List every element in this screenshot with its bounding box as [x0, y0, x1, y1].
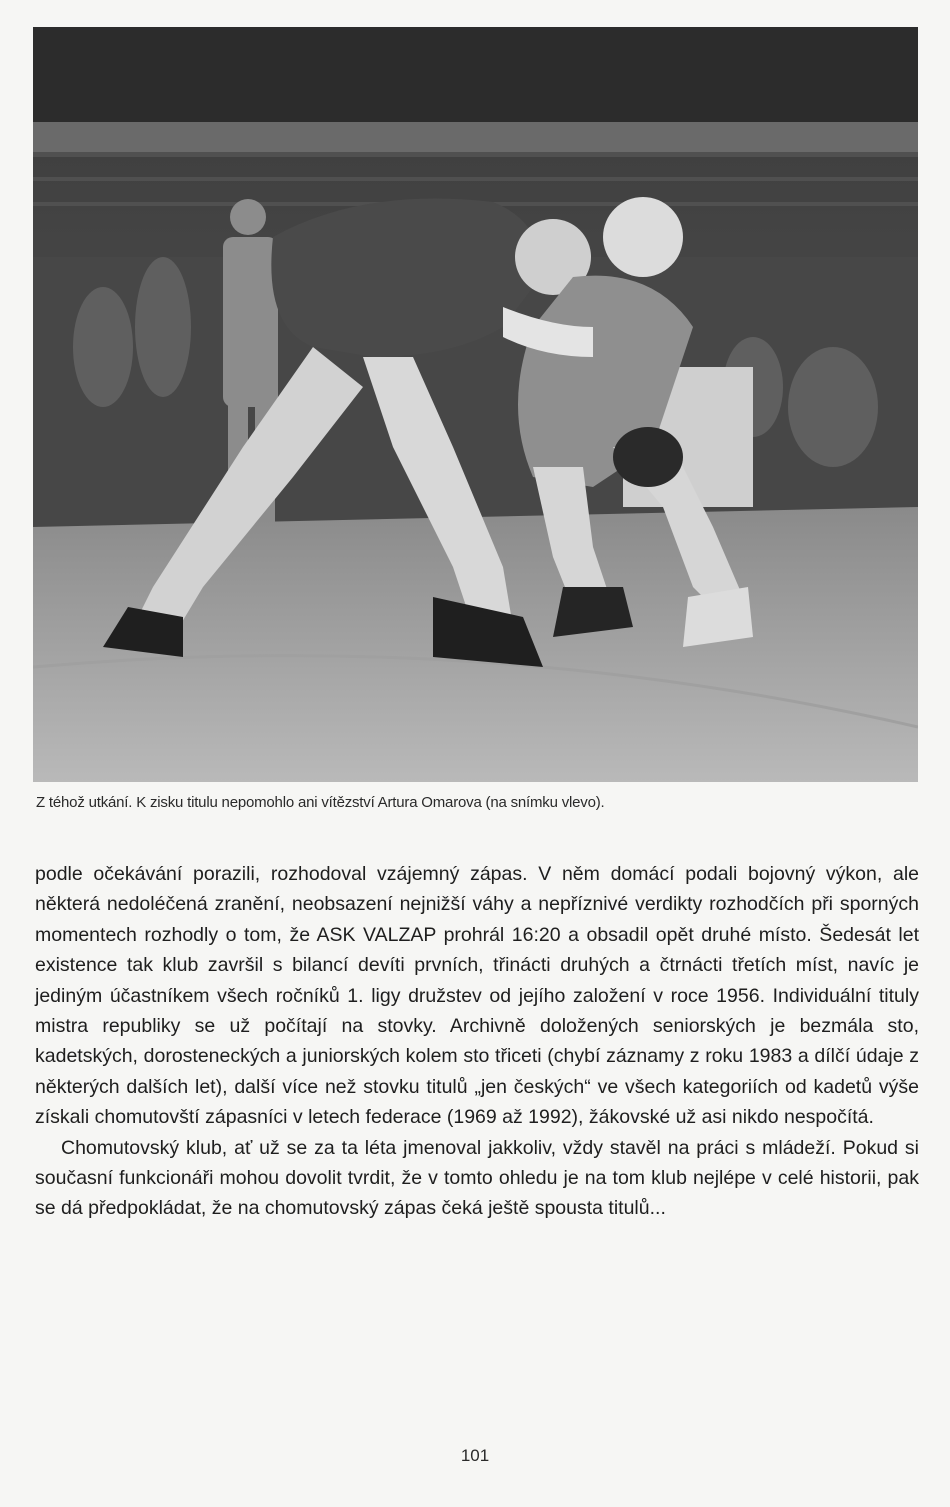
paragraph: podle očekávání porazili, rozhodoval vzájemný zápas. V něm domácí podali bojovný výkon, ale některá nedoléčená zranění, neobsazení nejnižší váhy a nepříznivé verdikty rozhodčích při sporných momentech rozhodly o tom, že ASK VALZAP prohrál 16:20 a obsadil opět druhé místo. Šedesát let existence tak klub završil s bilancí devíti prvních, třinácti druhých a čtrnácti třetích míst, navíc je jediným účastníkem všech ročníků 1. ligy družstev od jejího založení v roce 1956. Individuální tituly mistra republiky se už počítají na stovky. Archivně doložených seniorských je bezmála sto, kadetských, dorosteneckých a juniorských kolem sto třiceti (chybí záznamy z roku 1983 a dílčí údaje z některých dalších let), další více než stovku titulů „jen českých“ ve všech kategoriích od kadetů výše získali chomutovští zápasníci v letech federace (1969 až 1992), žákovské už asi nikdo nespočítá.: [35, 863, 919, 1129]
page-number: 101: [460, 1446, 490, 1465]
wrestling-match-photo: [33, 27, 918, 782]
paragraph: Chomutovský klub, ať už se za ta léta jmenoval jakkoliv, vždy stavěl na práci s mládeží. Pokud si současní funkcionáři mohou dovolit tvrdit, že v tomto ohledu je na tom klub nejlépe v celé historii, pak se dá předpokládat, že na chomutovský zápas čeká ještě spousta titulů...: [35, 1136, 919, 1220]
photo-caption: Z téhož utkání. K zisku titulu nepomohlo ani vítězství Artura Omarova (na snímku vlevo).: [36, 794, 605, 811]
article-body: [35, 859, 919, 1224]
